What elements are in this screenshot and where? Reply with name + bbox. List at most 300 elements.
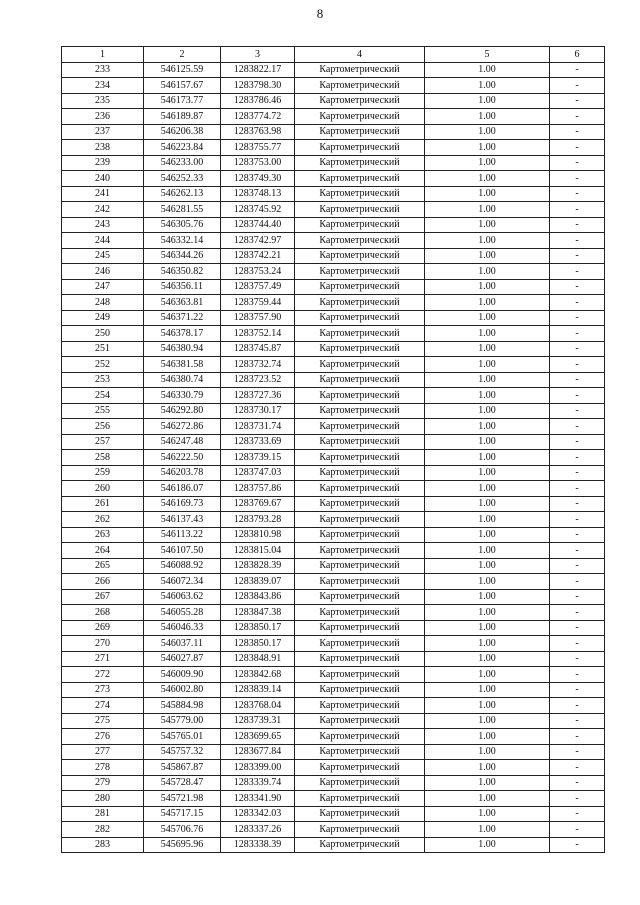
y-coordinate-cell: 1283839.07 <box>221 574 295 590</box>
method-cell: Картометрический <box>295 775 425 791</box>
table-row <box>62 93 605 109</box>
note-cell: - <box>550 512 605 528</box>
x-coordinate-cell: 546223.84 <box>144 140 221 156</box>
table-row <box>62 620 605 636</box>
point-number-cell: 245 <box>62 248 144 264</box>
y-coordinate-cell: 1283848.91 <box>221 651 295 667</box>
accuracy-cell: 1.00 <box>425 217 550 233</box>
note-cell: - <box>550 589 605 605</box>
table-row <box>62 574 605 590</box>
accuracy-cell: 1.00 <box>425 357 550 373</box>
accuracy-cell: 1.00 <box>425 744 550 760</box>
accuracy-cell: 1.00 <box>425 465 550 481</box>
note-cell: - <box>550 109 605 125</box>
accuracy-cell: 1.00 <box>425 543 550 559</box>
method-cell: Картометрический <box>295 481 425 497</box>
column-header-y-coordinate: 3 <box>221 47 295 63</box>
note-cell: - <box>550 713 605 729</box>
x-coordinate-cell: 546380.94 <box>144 341 221 357</box>
y-coordinate-cell: 1283753.00 <box>221 155 295 171</box>
y-coordinate-cell: 1283755.77 <box>221 140 295 156</box>
method-cell: Картометрический <box>295 744 425 760</box>
point-number-cell: 249 <box>62 310 144 326</box>
method-cell: Картометрический <box>295 729 425 745</box>
accuracy-cell: 1.00 <box>425 248 550 264</box>
table-row <box>62 760 605 776</box>
y-coordinate-cell: 1283850.17 <box>221 636 295 652</box>
accuracy-cell: 1.00 <box>425 140 550 156</box>
method-cell: Картометрический <box>295 651 425 667</box>
x-coordinate-cell: 546292.80 <box>144 403 221 419</box>
point-number-cell: 262 <box>62 512 144 528</box>
method-cell: Картометрический <box>295 574 425 590</box>
accuracy-cell: 1.00 <box>425 341 550 357</box>
table-row <box>62 512 605 528</box>
column-header-accuracy: 5 <box>425 47 550 63</box>
accuracy-cell: 1.00 <box>425 496 550 512</box>
y-coordinate-cell: 1283732.74 <box>221 357 295 373</box>
x-coordinate-cell: 546072.34 <box>144 574 221 590</box>
x-coordinate-cell: 546380.74 <box>144 372 221 388</box>
point-number-cell: 268 <box>62 605 144 621</box>
accuracy-cell: 1.00 <box>425 806 550 822</box>
x-coordinate-cell: 546281.55 <box>144 202 221 218</box>
point-number-cell: 260 <box>62 481 144 497</box>
y-coordinate-cell: 1283748.13 <box>221 186 295 202</box>
x-coordinate-cell: 546371.22 <box>144 310 221 326</box>
point-number-cell: 276 <box>62 729 144 745</box>
method-cell: Картометрический <box>295 341 425 357</box>
point-number-cell: 246 <box>62 264 144 280</box>
accuracy-cell: 1.00 <box>425 512 550 528</box>
y-coordinate-cell: 1283742.21 <box>221 248 295 264</box>
method-cell: Картометрический <box>295 512 425 528</box>
method-cell: Картометрический <box>295 837 425 853</box>
method-cell: Картометрический <box>295 636 425 652</box>
note-cell: - <box>550 775 605 791</box>
note-cell: - <box>550 837 605 853</box>
y-coordinate-cell: 1283723.52 <box>221 372 295 388</box>
y-coordinate-cell: 1283749.30 <box>221 171 295 187</box>
y-coordinate-cell: 1283730.17 <box>221 403 295 419</box>
table-row <box>62 372 605 388</box>
method-cell: Картометрический <box>295 558 425 574</box>
method-cell: Картометрический <box>295 357 425 373</box>
table-row <box>62 171 605 187</box>
y-coordinate-cell: 1283815.04 <box>221 543 295 559</box>
point-number-cell: 266 <box>62 574 144 590</box>
point-number-cell: 281 <box>62 806 144 822</box>
note-cell: - <box>550 78 605 94</box>
accuracy-cell: 1.00 <box>425 78 550 94</box>
coordinates-table <box>61 46 605 853</box>
table-row <box>62 295 605 311</box>
y-coordinate-cell: 1283793.28 <box>221 512 295 528</box>
column-header-method: 4 <box>295 47 425 63</box>
x-coordinate-cell: 546088.92 <box>144 558 221 574</box>
x-coordinate-cell: 546305.76 <box>144 217 221 233</box>
y-coordinate-cell: 1283842.68 <box>221 667 295 683</box>
note-cell: - <box>550 341 605 357</box>
table-row <box>62 357 605 373</box>
x-coordinate-cell: 546272.86 <box>144 419 221 435</box>
table-row <box>62 450 605 466</box>
point-number-cell: 236 <box>62 109 144 125</box>
accuracy-cell: 1.00 <box>425 403 550 419</box>
method-cell: Картометрический <box>295 217 425 233</box>
x-coordinate-cell: 545706.76 <box>144 822 221 838</box>
y-coordinate-cell: 1283747.03 <box>221 465 295 481</box>
method-cell: Картометрический <box>295 372 425 388</box>
table-body <box>62 62 605 853</box>
table-header-row <box>62 47 605 63</box>
accuracy-cell: 1.00 <box>425 388 550 404</box>
accuracy-cell: 1.00 <box>425 667 550 683</box>
note-cell: - <box>550 822 605 838</box>
x-coordinate-cell: 546378.17 <box>144 326 221 342</box>
note-cell: - <box>550 651 605 667</box>
x-coordinate-cell: 546125.59 <box>144 62 221 78</box>
method-cell: Картометрический <box>295 62 425 78</box>
note-cell: - <box>550 124 605 140</box>
x-coordinate-cell: 546247.48 <box>144 434 221 450</box>
accuracy-cell: 1.00 <box>425 171 550 187</box>
note-cell: - <box>550 357 605 373</box>
note-cell: - <box>550 682 605 698</box>
note-cell: - <box>550 248 605 264</box>
point-number-cell: 261 <box>62 496 144 512</box>
y-coordinate-cell: 1283727.36 <box>221 388 295 404</box>
method-cell: Картометрический <box>295 403 425 419</box>
note-cell: - <box>550 388 605 404</box>
table-row <box>62 419 605 435</box>
point-number-cell: 259 <box>62 465 144 481</box>
y-coordinate-cell: 1283763.98 <box>221 124 295 140</box>
method-cell: Картометрический <box>295 760 425 776</box>
point-number-cell: 274 <box>62 698 144 714</box>
x-coordinate-cell: 546055.28 <box>144 605 221 621</box>
table-row <box>62 341 605 357</box>
y-coordinate-cell: 1283757.90 <box>221 310 295 326</box>
x-coordinate-cell: 546381.58 <box>144 357 221 373</box>
accuracy-cell: 1.00 <box>425 326 550 342</box>
method-cell: Картометрический <box>295 295 425 311</box>
table-row <box>62 589 605 605</box>
point-number-cell: 244 <box>62 233 144 249</box>
table-row <box>62 481 605 497</box>
point-number-cell: 240 <box>62 171 144 187</box>
x-coordinate-cell: 546222.50 <box>144 450 221 466</box>
y-coordinate-cell: 1283757.86 <box>221 481 295 497</box>
y-coordinate-cell: 1283699.65 <box>221 729 295 745</box>
table-row <box>62 527 605 543</box>
note-cell: - <box>550 620 605 636</box>
x-coordinate-cell: 546063.62 <box>144 589 221 605</box>
accuracy-cell: 1.00 <box>425 837 550 853</box>
point-number-cell: 277 <box>62 744 144 760</box>
accuracy-cell: 1.00 <box>425 574 550 590</box>
table-row <box>62 744 605 760</box>
point-number-cell: 248 <box>62 295 144 311</box>
table-row <box>62 109 605 125</box>
accuracy-cell: 1.00 <box>425 481 550 497</box>
point-number-cell: 243 <box>62 217 144 233</box>
table-row <box>62 202 605 218</box>
accuracy-cell: 1.00 <box>425 264 550 280</box>
method-cell: Картометрический <box>295 248 425 264</box>
method-cell: Картометрический <box>295 202 425 218</box>
accuracy-cell: 1.00 <box>425 729 550 745</box>
y-coordinate-cell: 1283338.39 <box>221 837 295 853</box>
table-row <box>62 264 605 280</box>
accuracy-cell: 1.00 <box>425 620 550 636</box>
method-cell: Картометрический <box>295 667 425 683</box>
x-coordinate-cell: 546186.07 <box>144 481 221 497</box>
note-cell: - <box>550 171 605 187</box>
accuracy-cell: 1.00 <box>425 791 550 807</box>
y-coordinate-cell: 1283753.24 <box>221 264 295 280</box>
accuracy-cell: 1.00 <box>425 434 550 450</box>
table-row <box>62 124 605 140</box>
x-coordinate-cell: 546107.50 <box>144 543 221 559</box>
y-coordinate-cell: 1283759.44 <box>221 295 295 311</box>
note-cell: - <box>550 264 605 280</box>
note-cell: - <box>550 217 605 233</box>
method-cell: Картометрический <box>295 713 425 729</box>
accuracy-cell: 1.00 <box>425 124 550 140</box>
note-cell: - <box>550 450 605 466</box>
table-row <box>62 155 605 171</box>
y-coordinate-cell: 1283828.39 <box>221 558 295 574</box>
accuracy-cell: 1.00 <box>425 372 550 388</box>
note-cell: - <box>550 636 605 652</box>
table-row <box>62 822 605 838</box>
x-coordinate-cell: 546332.14 <box>144 233 221 249</box>
table-row <box>62 217 605 233</box>
point-number-cell: 265 <box>62 558 144 574</box>
x-coordinate-cell: 546002.80 <box>144 682 221 698</box>
point-number-cell: 241 <box>62 186 144 202</box>
method-cell: Картометрический <box>295 124 425 140</box>
point-number-cell: 254 <box>62 388 144 404</box>
method-cell: Картометрический <box>295 791 425 807</box>
x-coordinate-cell: 545757.32 <box>144 744 221 760</box>
table-row <box>62 713 605 729</box>
note-cell: - <box>550 155 605 171</box>
x-coordinate-cell: 546173.77 <box>144 93 221 109</box>
column-header-point-number: 1 <box>62 47 144 63</box>
x-coordinate-cell: 546330.79 <box>144 388 221 404</box>
point-number-cell: 269 <box>62 620 144 636</box>
y-coordinate-cell: 1283342.03 <box>221 806 295 822</box>
method-cell: Картометрический <box>295 589 425 605</box>
method-cell: Картометрический <box>295 806 425 822</box>
x-coordinate-cell: 546157.67 <box>144 78 221 94</box>
method-cell: Картометрический <box>295 279 425 295</box>
x-coordinate-cell: 546137.43 <box>144 512 221 528</box>
accuracy-cell: 1.00 <box>425 636 550 652</box>
x-coordinate-cell: 546046.33 <box>144 620 221 636</box>
note-cell: - <box>550 326 605 342</box>
method-cell: Картометрический <box>295 109 425 125</box>
method-cell: Картометрический <box>295 326 425 342</box>
method-cell: Картометрический <box>295 822 425 838</box>
note-cell: - <box>550 93 605 109</box>
method-cell: Картометрический <box>295 264 425 280</box>
x-coordinate-cell: 546169.73 <box>144 496 221 512</box>
table-row <box>62 62 605 78</box>
note-cell: - <box>550 806 605 822</box>
method-cell: Картометрический <box>295 140 425 156</box>
method-cell: Картометрический <box>295 496 425 512</box>
x-coordinate-cell: 546189.87 <box>144 109 221 125</box>
y-coordinate-cell: 1283769.67 <box>221 496 295 512</box>
table-row <box>62 543 605 559</box>
table-row <box>62 279 605 295</box>
y-coordinate-cell: 1283739.15 <box>221 450 295 466</box>
y-coordinate-cell: 1283399.00 <box>221 760 295 776</box>
point-number-cell: 272 <box>62 667 144 683</box>
y-coordinate-cell: 1283757.49 <box>221 279 295 295</box>
method-cell: Картометрический <box>295 682 425 698</box>
x-coordinate-cell: 546206.38 <box>144 124 221 140</box>
x-coordinate-cell: 546009.90 <box>144 667 221 683</box>
note-cell: - <box>550 729 605 745</box>
point-number-cell: 253 <box>62 372 144 388</box>
table-row <box>62 636 605 652</box>
x-coordinate-cell: 546233.00 <box>144 155 221 171</box>
accuracy-cell: 1.00 <box>425 419 550 435</box>
x-coordinate-cell: 546363.81 <box>144 295 221 311</box>
table-row <box>62 651 605 667</box>
note-cell: - <box>550 233 605 249</box>
method-cell: Картометрический <box>295 171 425 187</box>
column-header-x-coordinate: 2 <box>144 47 221 63</box>
table-row <box>62 775 605 791</box>
accuracy-cell: 1.00 <box>425 775 550 791</box>
note-cell: - <box>550 140 605 156</box>
table-row <box>62 78 605 94</box>
y-coordinate-cell: 1283339.74 <box>221 775 295 791</box>
point-number-cell: 263 <box>62 527 144 543</box>
point-number-cell: 255 <box>62 403 144 419</box>
accuracy-cell: 1.00 <box>425 233 550 249</box>
table-row <box>62 791 605 807</box>
method-cell: Картометрический <box>295 310 425 326</box>
x-coordinate-cell: 545717.15 <box>144 806 221 822</box>
method-cell: Картометрический <box>295 78 425 94</box>
point-number-cell: 235 <box>62 93 144 109</box>
table-row <box>62 496 605 512</box>
point-number-cell: 258 <box>62 450 144 466</box>
accuracy-cell: 1.00 <box>425 605 550 621</box>
note-cell: - <box>550 667 605 683</box>
accuracy-cell: 1.00 <box>425 527 550 543</box>
method-cell: Картометрический <box>295 93 425 109</box>
point-number-cell: 242 <box>62 202 144 218</box>
y-coordinate-cell: 1283731.74 <box>221 419 295 435</box>
note-cell: - <box>550 496 605 512</box>
x-coordinate-cell: 545884.98 <box>144 698 221 714</box>
method-cell: Картометрический <box>295 465 425 481</box>
point-number-cell: 251 <box>62 341 144 357</box>
y-coordinate-cell: 1283810.98 <box>221 527 295 543</box>
point-number-cell: 238 <box>62 140 144 156</box>
point-number-cell: 280 <box>62 791 144 807</box>
point-number-cell: 234 <box>62 78 144 94</box>
x-coordinate-cell: 546262.13 <box>144 186 221 202</box>
method-cell: Картометрический <box>295 527 425 543</box>
table-row <box>62 388 605 404</box>
point-number-cell: 247 <box>62 279 144 295</box>
table-row <box>62 698 605 714</box>
accuracy-cell: 1.00 <box>425 109 550 125</box>
note-cell: - <box>550 310 605 326</box>
point-number-cell: 283 <box>62 837 144 853</box>
y-coordinate-cell: 1283822.17 <box>221 62 295 78</box>
x-coordinate-cell: 546027.87 <box>144 651 221 667</box>
point-number-cell: 271 <box>62 651 144 667</box>
method-cell: Картометрический <box>295 434 425 450</box>
table-row <box>62 326 605 342</box>
note-cell: - <box>550 760 605 776</box>
x-coordinate-cell: 546203.78 <box>144 465 221 481</box>
y-coordinate-cell: 1283786.46 <box>221 93 295 109</box>
accuracy-cell: 1.00 <box>425 651 550 667</box>
y-coordinate-cell: 1283843.86 <box>221 589 295 605</box>
accuracy-cell: 1.00 <box>425 713 550 729</box>
point-number-cell: 233 <box>62 62 144 78</box>
y-coordinate-cell: 1283742.97 <box>221 233 295 249</box>
note-cell: - <box>550 481 605 497</box>
accuracy-cell: 1.00 <box>425 93 550 109</box>
point-number-cell: 252 <box>62 357 144 373</box>
method-cell: Картометрический <box>295 186 425 202</box>
table-row <box>62 806 605 822</box>
note-cell: - <box>550 186 605 202</box>
note-cell: - <box>550 419 605 435</box>
y-coordinate-cell: 1283847.38 <box>221 605 295 621</box>
point-number-cell: 278 <box>62 760 144 776</box>
note-cell: - <box>550 372 605 388</box>
table-row <box>62 465 605 481</box>
y-coordinate-cell: 1283744.40 <box>221 217 295 233</box>
x-coordinate-cell: 545728.47 <box>144 775 221 791</box>
note-cell: - <box>550 698 605 714</box>
point-number-cell: 279 <box>62 775 144 791</box>
accuracy-cell: 1.00 <box>425 760 550 776</box>
note-cell: - <box>550 279 605 295</box>
point-number-cell: 273 <box>62 682 144 698</box>
table-row <box>62 558 605 574</box>
y-coordinate-cell: 1283798.30 <box>221 78 295 94</box>
y-coordinate-cell: 1283739.31 <box>221 713 295 729</box>
table-row <box>62 837 605 853</box>
method-cell: Картометрический <box>295 543 425 559</box>
note-cell: - <box>550 744 605 760</box>
note-cell: - <box>550 605 605 621</box>
method-cell: Картометрический <box>295 698 425 714</box>
accuracy-cell: 1.00 <box>425 202 550 218</box>
x-coordinate-cell: 545765.01 <box>144 729 221 745</box>
point-number-cell: 250 <box>62 326 144 342</box>
table-row <box>62 605 605 621</box>
accuracy-cell: 1.00 <box>425 295 550 311</box>
x-coordinate-cell: 546037.11 <box>144 636 221 652</box>
table-row <box>62 186 605 202</box>
point-number-cell: 267 <box>62 589 144 605</box>
method-cell: Картометрический <box>295 388 425 404</box>
